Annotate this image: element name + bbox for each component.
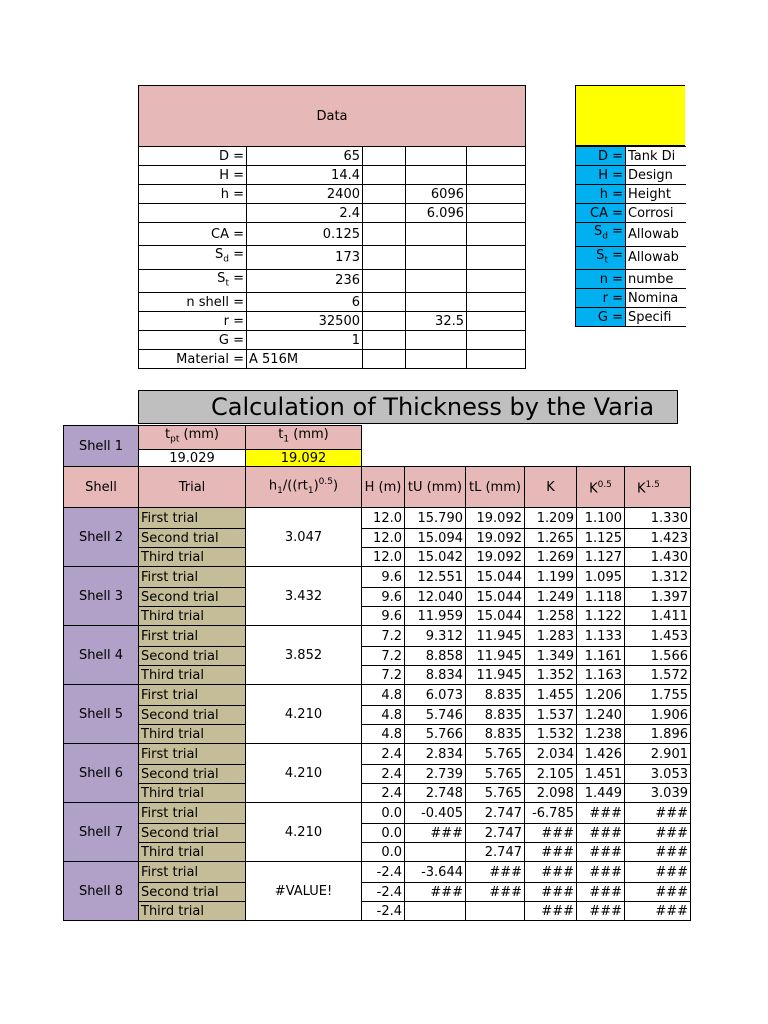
k-cell[interactable]: 1.283 [525, 626, 577, 647]
legend-row [576, 246, 686, 270]
trial-cell[interactable]: First trial [139, 803, 246, 824]
data-value2-cell[interactable] [406, 269, 467, 293]
data-value-cell[interactable]: 1 [247, 331, 363, 350]
empty-cell[interactable] [363, 331, 406, 350]
legend-symbol[interactable]: H = [576, 166, 626, 185]
k05-cell[interactable]: 1.240 [577, 706, 625, 725]
k05-cell[interactable]: 1.206 [577, 685, 625, 706]
trial-cell[interactable]: First trial [139, 567, 246, 588]
trial-cell[interactable]: Third trial [139, 784, 246, 803]
data-row [139, 223, 526, 246]
k05-cell[interactable]: ### [577, 902, 625, 921]
tu-cell[interactable]: -3.644 [405, 862, 466, 883]
table-row [64, 883, 691, 902]
legend-row [576, 289, 686, 308]
tl-cell[interactable]: ### [466, 883, 525, 902]
k-cell[interactable]: 1.199 [525, 567, 577, 588]
table-row [64, 803, 691, 824]
tl-cell[interactable]: 11.945 [466, 647, 525, 666]
data-row [139, 331, 526, 350]
k15-cell[interactable]: ### [625, 883, 691, 902]
k-cell[interactable]: 1.258 [525, 607, 577, 626]
ratio-cell[interactable]: 3.047 [246, 508, 362, 567]
k-cell[interactable]: ### [525, 862, 577, 883]
data-label-cell[interactable]: G = [139, 331, 247, 350]
col-header-h[interactable]: H (m) [362, 467, 405, 508]
shell-name-cell[interactable]: Shell 2 [64, 508, 139, 567]
k15-cell[interactable]: 1.572 [625, 666, 691, 685]
empty-cell[interactable] [363, 269, 406, 293]
data-label-cell[interactable]: Material = [139, 350, 247, 369]
legend-symbol[interactable]: $S_d$ = [576, 223, 626, 247]
legend-row [576, 147, 686, 166]
table-row [64, 862, 691, 883]
tu-cell[interactable]: 15.790 [405, 508, 466, 529]
data-value3-cell[interactable] [467, 147, 526, 166]
trial-cell[interactable]: Third trial [139, 666, 246, 685]
tl-cell[interactable]: 8.835 [466, 725, 525, 744]
empty-cell[interactable] [363, 223, 406, 246]
ratio-cell[interactable]: 3.852 [246, 626, 362, 685]
data-value3-cell[interactable] [467, 293, 526, 312]
col-header-tl[interactable]: tL (mm) [466, 467, 525, 508]
table-row [64, 685, 691, 706]
legend-description[interactable]: Allowab [626, 246, 686, 270]
h-cell[interactable]: -2.4 [362, 902, 405, 921]
calc-title[interactable]: Calculation of Thickness by the Varia [138, 390, 678, 424]
col-header-k15[interactable]: $K^{1.5}$ [625, 467, 691, 508]
k15-cell[interactable]: 1.397 [625, 588, 691, 607]
h-cell[interactable]: 12.0 [362, 548, 405, 567]
k05-cell[interactable]: 1.118 [577, 588, 625, 607]
table-row [64, 706, 691, 725]
data-value2-cell[interactable] [406, 223, 467, 246]
trial-cell[interactable]: Second trial [139, 883, 246, 902]
tl-cell[interactable]: 11.945 [466, 626, 525, 647]
data-value-cell[interactable]: 6 [247, 293, 363, 312]
tu-cell[interactable]: 2.748 [405, 784, 466, 803]
data-row [139, 312, 526, 331]
tl-cell[interactable]: 15.044 [466, 567, 525, 588]
data-row [139, 185, 526, 204]
k05-cell[interactable]: 1.127 [577, 548, 625, 567]
empty-cell[interactable] [363, 147, 406, 166]
trial-cell[interactable]: First trial [139, 626, 246, 647]
data-row [139, 293, 526, 312]
table-row [64, 843, 691, 862]
k15-cell[interactable]: ### [625, 803, 691, 824]
k15-cell[interactable]: 3.053 [625, 765, 691, 784]
col-header-tu[interactable]: tU (mm) [405, 467, 466, 508]
tu-cell[interactable]: 8.858 [405, 647, 466, 666]
k15-cell[interactable]: 1.312 [625, 567, 691, 588]
data-row [139, 204, 526, 223]
legend-symbol[interactable]: G = [576, 308, 626, 327]
h-cell[interactable]: 9.6 [362, 607, 405, 626]
data-value3-cell[interactable] [467, 246, 526, 270]
table-row [64, 725, 691, 744]
tl-cell[interactable]: 19.092 [466, 548, 525, 567]
data-value2-cell[interactable] [406, 293, 467, 312]
trial-cell[interactable]: Third trial [139, 843, 246, 862]
k15-cell[interactable]: ### [625, 862, 691, 883]
data-value-cell[interactable]: 2.4 [247, 204, 363, 223]
tu-cell[interactable]: 8.834 [405, 666, 466, 685]
k15-cell[interactable]: 1.896 [625, 725, 691, 744]
k05-cell[interactable]: 1.100 [577, 508, 625, 529]
data-row [139, 246, 526, 270]
h-cell[interactable]: 0.0 [362, 803, 405, 824]
trial-cell[interactable]: First trial [139, 862, 246, 883]
calc-table [63, 466, 691, 921]
data-value2-cell[interactable] [406, 166, 467, 185]
trial-cell[interactable]: First trial [139, 508, 246, 529]
k05-cell[interactable]: 1.161 [577, 647, 625, 666]
table-row [64, 784, 691, 803]
legend-row [576, 223, 686, 247]
k-cell[interactable]: -6.785 [525, 803, 577, 824]
tl-cell[interactable]: ### [466, 862, 525, 883]
t1-header[interactable]: $t_1$ (mm) [246, 426, 362, 450]
data-row [139, 166, 526, 185]
k-cell[interactable]: 1.209 [525, 508, 577, 529]
col-header-k05[interactable]: $K^{0.5}$ [577, 467, 625, 508]
data-label-cell[interactable]: H = [139, 166, 247, 185]
legend-description[interactable]: Nomina [626, 289, 686, 308]
tu-cell[interactable]: 12.040 [405, 588, 466, 607]
legend-description[interactable]: numbe [626, 270, 686, 289]
tl-cell[interactable]: 8.835 [466, 685, 525, 706]
empty-cell[interactable] [363, 246, 406, 270]
legend-row [576, 185, 686, 204]
tu-cell[interactable]: 15.094 [405, 529, 466, 548]
h-cell[interactable]: 12.0 [362, 508, 405, 529]
tu-cell[interactable]: 5.766 [405, 725, 466, 744]
tu-cell[interactable]: 2.739 [405, 765, 466, 784]
h-cell[interactable]: 4.8 [362, 725, 405, 744]
shell1-table [63, 425, 362, 468]
legend-symbol[interactable]: $S_t$ = [576, 246, 626, 270]
legend-description[interactable]: Tank Di [626, 147, 686, 166]
shell-name-cell[interactable]: Shell 7 [64, 803, 139, 862]
k15-cell[interactable]: 3.039 [625, 784, 691, 803]
data-value-cell[interactable]: 65 [247, 147, 363, 166]
trial-cell[interactable]: Third trial [139, 548, 246, 567]
legend-description[interactable]: Design [626, 166, 686, 185]
data-row [139, 350, 526, 369]
data-label-cell[interactable]: n shell = [139, 293, 247, 312]
col-header-k[interactable]: K [525, 467, 577, 508]
ratio-cell[interactable]: 3.432 [246, 567, 362, 626]
tpt-header[interactable]: $t_{pt}$ (mm) [139, 426, 246, 450]
legend-header[interactable] [575, 85, 685, 146]
data-value-cell[interactable]: A 516M [247, 350, 363, 369]
ratio-cell[interactable]: 4.210 [246, 685, 362, 744]
data-value-cell[interactable]: 32500 [247, 312, 363, 331]
k05-cell[interactable]: ### [577, 824, 625, 843]
k15-cell[interactable]: ### [625, 902, 691, 921]
h-cell[interactable]: 0.0 [362, 843, 405, 862]
legend-description[interactable]: Corrosi [626, 204, 686, 223]
legend-row [576, 166, 686, 185]
trial-cell[interactable]: First trial [139, 744, 246, 765]
trial-cell[interactable]: Second trial [139, 824, 246, 843]
legend-row [576, 308, 686, 327]
tl-cell[interactable]: 19.092 [466, 508, 525, 529]
h-cell[interactable]: 7.2 [362, 666, 405, 685]
data-value3-cell[interactable] [467, 166, 526, 185]
data-table [138, 85, 526, 369]
data-label-cell[interactable]: $S_t$ = [139, 269, 247, 293]
shell-name-cell[interactable]: Shell 3 [64, 567, 139, 626]
legend-row [576, 270, 686, 289]
table-row [64, 666, 691, 685]
legend-symbol[interactable]: r = [576, 289, 626, 308]
trial-cell[interactable]: Second trial [139, 529, 246, 548]
k15-cell[interactable]: ### [625, 824, 691, 843]
tl-cell[interactable]: 5.765 [466, 744, 525, 765]
empty-cell[interactable] [363, 350, 406, 369]
h-cell[interactable]: 9.6 [362, 567, 405, 588]
shell-name-cell[interactable]: Shell 4 [64, 626, 139, 685]
legend-symbol[interactable]: n = [576, 270, 626, 289]
trial-cell[interactable]: Second trial [139, 588, 246, 607]
data-value2-cell[interactable]: 6.096 [406, 204, 467, 223]
col-header-shell[interactable]: Shell [64, 467, 139, 508]
data-value3-cell[interactable] [467, 223, 526, 246]
tl-cell[interactable]: 5.765 [466, 765, 525, 784]
data-label-cell[interactable]: $S_d$ = [139, 246, 247, 270]
col-header-trial[interactable]: Trial [139, 467, 246, 508]
legend-description[interactable]: Specifi [626, 308, 686, 327]
h-cell[interactable]: 9.6 [362, 588, 405, 607]
h-cell[interactable]: 2.4 [362, 744, 405, 765]
shell-name-cell[interactable]: Shell 8 [64, 862, 139, 921]
tl-cell[interactable]: 15.044 [466, 607, 525, 626]
tu-cell[interactable]: ### [405, 883, 466, 902]
h-cell[interactable]: -2.4 [362, 862, 405, 883]
tl-cell[interactable]: 2.747 [466, 803, 525, 824]
k05-cell[interactable]: ### [577, 843, 625, 862]
k05-cell[interactable]: 1.133 [577, 626, 625, 647]
legend-symbol[interactable]: CA = [576, 204, 626, 223]
k15-cell[interactable]: 1.411 [625, 607, 691, 626]
k15-cell[interactable]: 1.330 [625, 508, 691, 529]
tl-cell[interactable]: 8.835 [466, 706, 525, 725]
k05-cell[interactable]: ### [577, 803, 625, 824]
tu-cell[interactable]: 5.746 [405, 706, 466, 725]
empty-cell[interactable] [363, 293, 406, 312]
ratio-cell[interactable]: 4.210 [246, 744, 362, 803]
tu-cell[interactable]: ### [405, 824, 466, 843]
data-value-cell[interactable]: 0.125 [247, 223, 363, 246]
tl-cell[interactable]: 2.747 [466, 824, 525, 843]
tu-cell[interactable]: 2.834 [405, 744, 466, 765]
tl-cell[interactable]: 15.044 [466, 588, 525, 607]
data-label-cell[interactable]: CA = [139, 223, 247, 246]
legend-symbol[interactable]: D = [576, 147, 626, 166]
h-cell[interactable]: 4.8 [362, 685, 405, 706]
data-label-cell[interactable]: D = [139, 147, 247, 166]
k05-cell[interactable]: 1.451 [577, 765, 625, 784]
tu-cell[interactable] [405, 902, 466, 921]
shell1-label[interactable]: Shell 1 [64, 426, 139, 468]
tl-cell[interactable]: 19.092 [466, 529, 525, 548]
data-value-cell[interactable]: 2400 [247, 185, 363, 204]
k05-cell[interactable]: ### [577, 862, 625, 883]
k-cell[interactable]: 1.455 [525, 685, 577, 706]
k05-cell[interactable]: 1.095 [577, 567, 625, 588]
ratio-cell[interactable]: #VALUE! [246, 862, 362, 921]
empty-cell[interactable] [363, 166, 406, 185]
h-cell[interactable]: 7.2 [362, 647, 405, 666]
k-cell[interactable]: 1.249 [525, 588, 577, 607]
k15-cell[interactable]: 1.906 [625, 706, 691, 725]
tl-cell[interactable]: 5.765 [466, 784, 525, 803]
shell-name-cell[interactable]: Shell 6 [64, 744, 139, 803]
table-row [64, 508, 691, 529]
table-row [64, 765, 691, 784]
h-cell[interactable]: 12.0 [362, 529, 405, 548]
col-header-ratio[interactable]: $h_1/((rt_1)^{0.5})$ [246, 467, 362, 508]
data-value2-cell[interactable]: 6096 [406, 185, 467, 204]
data-row [139, 269, 526, 293]
data-value3-cell[interactable] [467, 331, 526, 350]
trial-cell[interactable]: Second trial [139, 706, 246, 725]
table-row [64, 626, 691, 647]
h-cell[interactable]: 2.4 [362, 765, 405, 784]
k15-cell[interactable]: ### [625, 843, 691, 862]
legend-table [575, 146, 686, 327]
table-row [64, 588, 691, 607]
trial-cell[interactable]: First trial [139, 685, 246, 706]
tu-cell[interactable]: 6.073 [405, 685, 466, 706]
data-value-cell[interactable]: 236 [247, 269, 363, 293]
tu-cell[interactable]: 9.312 [405, 626, 466, 647]
data-row [139, 147, 526, 166]
data-label-cell[interactable]: h = [139, 185, 247, 204]
k-cell[interactable]: 1.537 [525, 706, 577, 725]
table-row [64, 647, 691, 666]
table-row [64, 607, 691, 626]
data-value2-cell[interactable] [406, 246, 467, 270]
tu-cell[interactable] [405, 843, 466, 862]
tu-cell[interactable]: 11.959 [405, 607, 466, 626]
table-row [64, 567, 691, 588]
trial-cell[interactable]: Third trial [139, 902, 246, 921]
trial-cell[interactable]: Second trial [139, 647, 246, 666]
k-cell[interactable]: 1.349 [525, 647, 577, 666]
k15-cell[interactable]: 1.755 [625, 685, 691, 706]
k15-cell[interactable]: 2.901 [625, 744, 691, 765]
k05-cell[interactable]: 1.122 [577, 607, 625, 626]
k-cell[interactable]: ### [525, 843, 577, 862]
data-value-cell[interactable]: 173 [247, 246, 363, 270]
tu-cell[interactable]: -0.405 [405, 803, 466, 824]
empty-cell[interactable] [363, 204, 406, 223]
data-value2-cell[interactable] [406, 331, 467, 350]
data-value2-cell[interactable] [406, 350, 467, 369]
tu-cell[interactable]: 15.042 [405, 548, 466, 567]
empty-cell[interactable] [363, 312, 406, 331]
k-cell[interactable]: 1.532 [525, 725, 577, 744]
tl-cell[interactable]: 2.747 [466, 843, 525, 862]
k-cell[interactable]: 2.098 [525, 784, 577, 803]
trial-cell[interactable]: Third trial [139, 607, 246, 626]
legend-symbol[interactable]: h = [576, 185, 626, 204]
k-cell[interactable]: 1.352 [525, 666, 577, 685]
h-cell[interactable]: 7.2 [362, 626, 405, 647]
tl-cell[interactable] [466, 902, 525, 921]
k-cell[interactable]: 2.034 [525, 744, 577, 765]
data-header[interactable]: Data [139, 86, 526, 147]
k05-cell[interactable]: 1.238 [577, 725, 625, 744]
k15-cell[interactable]: 1.453 [625, 626, 691, 647]
table-row [64, 744, 691, 765]
k05-cell[interactable]: 1.163 [577, 666, 625, 685]
legend-description[interactable]: Allowab [626, 223, 686, 247]
k-cell[interactable]: 1.265 [525, 529, 577, 548]
shell-name-cell[interactable]: Shell 5 [64, 685, 139, 744]
data-value3-cell[interactable] [467, 312, 526, 331]
k-cell[interactable]: 1.269 [525, 548, 577, 567]
data-value-cell[interactable]: 14.4 [247, 166, 363, 185]
data-value3-cell[interactable] [467, 185, 526, 204]
data-value2-cell[interactable]: 32.5 [406, 312, 467, 331]
h-cell[interactable]: 0.0 [362, 824, 405, 843]
table-row [64, 548, 691, 567]
k05-cell[interactable]: 1.449 [577, 784, 625, 803]
h-cell[interactable]: -2.4 [362, 883, 405, 902]
tl-cell[interactable]: 11.945 [466, 666, 525, 685]
k-cell[interactable]: 2.105 [525, 765, 577, 784]
k05-cell[interactable]: 1.125 [577, 529, 625, 548]
data-value2-cell[interactable] [406, 147, 467, 166]
data-label-cell[interactable] [139, 204, 247, 223]
trial-cell[interactable]: Third trial [139, 725, 246, 744]
data-value3-cell[interactable] [467, 204, 526, 223]
h-cell[interactable]: 2.4 [362, 784, 405, 803]
data-label-cell[interactable]: r = [139, 312, 247, 331]
trial-cell[interactable]: Second trial [139, 765, 246, 784]
k15-cell[interactable]: 1.430 [625, 548, 691, 567]
k-cell[interactable]: ### [525, 902, 577, 921]
k15-cell[interactable]: 1.566 [625, 647, 691, 666]
table-row [64, 824, 691, 843]
h-cell[interactable]: 4.8 [362, 706, 405, 725]
data-value3-cell[interactable] [467, 350, 526, 369]
data-value3-cell[interactable] [467, 269, 526, 293]
k-cell[interactable]: ### [525, 883, 577, 902]
k-cell[interactable]: ### [525, 824, 577, 843]
tu-cell[interactable]: 12.551 [405, 567, 466, 588]
empty-cell[interactable] [363, 185, 406, 204]
k05-cell[interactable]: 1.426 [577, 744, 625, 765]
t1-value[interactable]: 19.092 [246, 449, 362, 467]
ratio-cell[interactable]: 4.210 [246, 803, 362, 862]
table-row [64, 902, 691, 921]
table-row [64, 529, 691, 548]
tpt-value[interactable]: 19.029 [139, 449, 246, 467]
legend-row [576, 204, 686, 223]
k15-cell[interactable]: 1.423 [625, 529, 691, 548]
legend-description[interactable]: Height [626, 185, 686, 204]
k05-cell[interactable]: ### [577, 883, 625, 902]
